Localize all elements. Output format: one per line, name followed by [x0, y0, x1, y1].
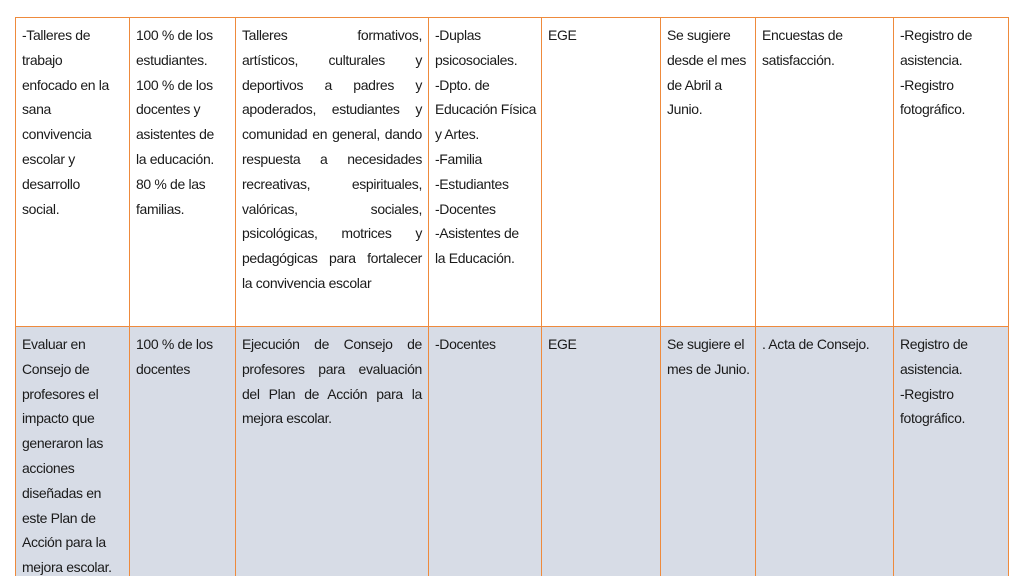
- cell-text-line: Registro de: [900, 336, 968, 352]
- cell-text-line: -Registro: [900, 385, 954, 402]
- responsible-cell: [429, 327, 542, 576]
- cell-text-line: Evaluar en: [22, 336, 86, 352]
- cell-text-line: Educación Física: [435, 101, 537, 118]
- cell-text-line: -Asistentes de: [435, 225, 519, 242]
- cell-text-line: social.: [22, 200, 60, 217]
- cell-text-line: -Registro de: [900, 27, 973, 43]
- cell-text-line: Talleres formativos,: [242, 27, 422, 43]
- cell-text-line: generaron las: [22, 435, 104, 452]
- table-row: [16, 18, 1009, 327]
- cell-text-line: docentes: [136, 360, 191, 377]
- cell-text-line: recreativas, espirituales,: [242, 175, 422, 192]
- timeline-cell: [661, 327, 756, 576]
- indicator-cell: [130, 327, 236, 576]
- resources-cell: [542, 18, 661, 327]
- cell-text-line: 80 % de las: [136, 175, 206, 192]
- cell-text-line: desde el mes: [667, 51, 747, 68]
- cell-text-line: este Plan de: [22, 509, 96, 526]
- action-plan-table: [15, 17, 1009, 576]
- cell-text-line: diseñadas en: [22, 484, 102, 501]
- cell-text-line: . Acta de Consejo.: [762, 336, 870, 352]
- cell-text-line: Consejo de: [22, 360, 90, 377]
- cell-text-line: -Duplas: [435, 27, 481, 43]
- cell-text-line: asistentes de: [136, 126, 214, 143]
- cell-text-line: satisfacción.: [762, 51, 835, 68]
- cell-text-line: -Docentes: [435, 336, 496, 352]
- cell-text-line: profesores para evaluación: [242, 360, 422, 377]
- evidence-cell: [894, 327, 1009, 576]
- cell-text-line: Ejecución de Consejo de: [242, 336, 422, 352]
- cell-text-line: asistencia.: [900, 51, 963, 68]
- cell-text-line: mes de Junio.: [667, 360, 750, 377]
- cell-text-line: convivencia: [22, 126, 92, 143]
- cell-text-line: Acción para la: [22, 534, 106, 551]
- cell-text-line: enfocado en la: [22, 76, 109, 93]
- cell-text-line: -Talleres de: [22, 27, 91, 43]
- cell-text-line: Encuestas de: [762, 27, 843, 43]
- cell-text-line: 100 % de los: [136, 336, 213, 352]
- cell-text-line: la Educación.: [435, 250, 515, 267]
- indicator-cell: [130, 18, 236, 327]
- action-cell: [236, 327, 429, 576]
- cell-text-line: acciones: [22, 459, 75, 476]
- cell-text-line: -Docentes: [435, 200, 496, 217]
- cell-text-line: del Plan de Acción para la: [242, 385, 422, 402]
- cell-text-line: valóricas, sociales,: [242, 200, 422, 217]
- evaluation-cell: [756, 327, 894, 576]
- cell-text-line: deportivos a padres y: [242, 76, 422, 93]
- evaluation-cell: [756, 18, 894, 327]
- cell-text-line: pedagógicas para fortalecer: [242, 250, 422, 267]
- cell-text-line: la convivencia escolar: [242, 274, 372, 291]
- cell-text-line: -Dpto. de: [435, 76, 490, 93]
- cell-text-line: desarrollo: [22, 175, 80, 192]
- cell-text-line: -Estudiantes: [435, 175, 509, 192]
- cell-text-line: 100 % de los: [136, 76, 213, 93]
- cell-text-line: docentes y: [136, 101, 201, 118]
- cell-text-line: Junio.: [667, 101, 703, 118]
- cell-text-line: psicosociales.: [435, 51, 518, 68]
- cell-text-line: trabajo: [22, 51, 63, 68]
- cell-text-line: la educación.: [136, 150, 214, 167]
- timeline-cell: [661, 18, 756, 327]
- cell-text-line: mejora escolar.: [242, 410, 332, 427]
- cell-text-line: escolar y: [22, 150, 75, 167]
- cell-text-line: sana: [22, 101, 51, 118]
- cell-text-line: comunidad en general, dando: [242, 126, 422, 143]
- cell-text-line: -Familia: [435, 150, 482, 167]
- cell-text-line: fotográfico.: [900, 410, 966, 427]
- cell-text-line: EGE: [548, 336, 577, 352]
- cell-text-line: impacto que: [22, 410, 95, 427]
- action-cell: [236, 18, 429, 327]
- cell-text-line: profesores el: [22, 385, 99, 402]
- table-row: [16, 327, 1009, 576]
- resources-cell: [542, 327, 661, 576]
- cell-text-line: -Registro: [900, 76, 954, 93]
- cell-text-line: mejora escolar.: [22, 559, 112, 576]
- cell-text-line: y Artes.: [435, 126, 479, 143]
- cell-text-line: familias.: [136, 200, 185, 217]
- cell-text-line: EGE: [548, 27, 577, 43]
- cell-text-line: estudiantes.: [136, 51, 208, 68]
- evidence-cell: [894, 18, 1009, 327]
- cell-text-line: 100 % de los: [136, 27, 213, 43]
- cell-text-line: asistencia.: [900, 360, 963, 377]
- objective-cell: [16, 18, 130, 327]
- cell-text-line: de Abril a: [667, 76, 722, 93]
- cell-text-line: psicológicas, motrices y: [242, 225, 422, 242]
- cell-text-line: fotográfico.: [900, 101, 966, 118]
- cell-text-line: Se sugiere: [667, 27, 731, 43]
- cell-text-line: artísticos, culturales y: [242, 51, 422, 68]
- cell-text-line: Se sugiere el: [667, 336, 745, 352]
- cell-text-line: apoderados, estudiantes y: [242, 101, 422, 118]
- objective-cell: [16, 327, 130, 576]
- responsible-cell: [429, 18, 542, 327]
- cell-text-line: respuesta a necesidades: [242, 150, 422, 167]
